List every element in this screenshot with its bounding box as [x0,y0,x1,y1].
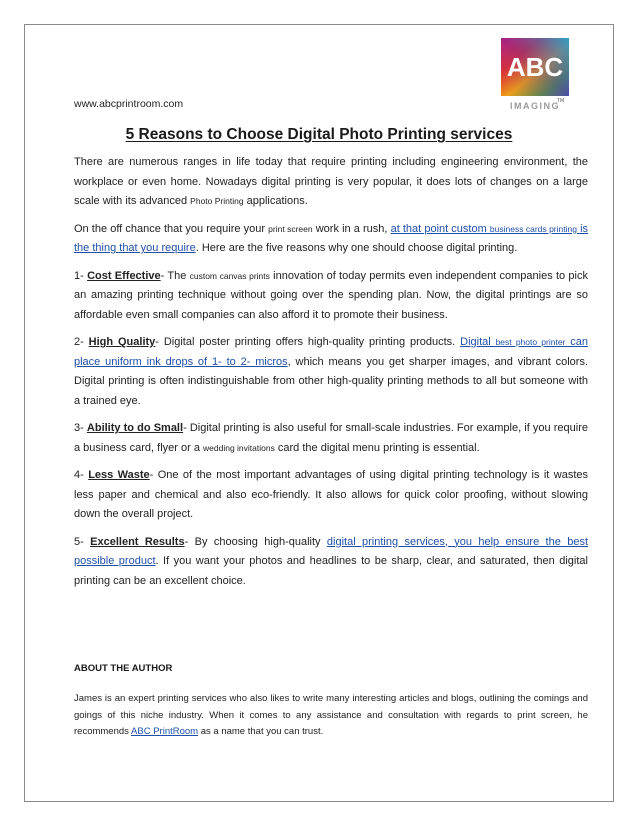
para2-text-1: On the off chance that you require your [74,222,269,235]
reason-1-canvas-prints: custom canvas prints [189,270,270,281]
second-paragraph [74,220,588,259]
reason-2-text-2: , which means you get sharper images, and vibrant colors. Digital printing is often indistinguishable from other high-quality printing methods to all but someone with a trained eye. [74,355,588,407]
reason-3-wedding-invitations: wedding invitations [203,442,275,453]
reason-4-term: Less Waste [88,469,150,481]
reason-3-text-1: - Digital printing is also useful for small-scale industries. For example, if you require a business card, flyer or a [74,422,589,454]
link-part-c: can place uniform ink drops of 1- to 2- micros [74,336,589,368]
abc-printroom-link[interactable]: ABC PrintRoom [131,726,199,737]
reason-1-number: 1- [74,269,88,282]
author-text-2: as a name that you can trust. [198,726,324,737]
abc-imaging-logo [499,36,571,112]
reason-5-number: 5- [74,535,91,548]
intro-paragraph [74,153,588,212]
reason-2-term: High Quality [88,336,156,348]
reason-5-text-2: . If you want your photos and headlines to be sharp, clear, and saturated, then digital printing can be an excellent choice. [74,555,588,587]
link-part-a: Digital [460,336,496,348]
link-part-a: at that point custom [390,222,487,235]
reason-4 [74,466,588,525]
logo-tm: TM [557,98,565,104]
para2-print-screen: print screen [268,223,313,234]
reason-5 [74,533,588,592]
reason-3 [74,419,588,458]
reason-5-term: Excellent Results [90,535,185,548]
reason-1-term: Cost Effective [87,269,161,282]
about-author-text [74,691,588,741]
author-text-1: James is an expert printing services who also likes to write many interesting articles and blogs, outlining the comings and goings of this niche industry. When it comes to any assistance and consultation with regards to print screen, he recommends [74,693,588,737]
reason-5-text-1: - By choosing high-quality [184,535,327,548]
reason-2-number: 2- [74,336,89,348]
para2-text-3: . Here are the five reasons why one should choose digital printing. [195,242,518,254]
reason-1-dash: - The [160,269,190,282]
article-body [74,153,588,599]
reason-2-text-1: - Digital poster printing offers high-quality printing products. [155,336,461,348]
site-url: www.abcprintroom.com [74,98,184,110]
intro-photo-printing: Photo Printing [190,196,244,206]
link-part-b: business cards printing [489,223,577,234]
reason-4-number: 4- [74,469,89,481]
intro-text-2: applications. [243,195,308,207]
reason-4-text: - One of the most important advantages of using digital printing technology is it wastes less paper and chemical and also eco-friendly. It also allows for quick color proofing, without slowing down the overall project. [74,469,588,520]
reason-2 [74,333,588,411]
logo-brand: ABC [506,52,564,82]
reason-3-term: Ability to do Small [86,422,184,434]
page-title: 5 Reasons to Choose Digital Photo Printing services [125,126,513,143]
reason-3-text-2: card the digital menu printing is essential. [274,441,480,454]
about-author-heading: ABOUT THE AUTHOR [74,663,173,674]
logo-sub: IMAGING [510,101,560,111]
reason-3-number: 3- [74,422,87,434]
para2-text-2: work in a rush, [312,222,391,235]
digital-printing-services-link[interactable]: digital printing services, you help ensure the best possible product [74,535,589,567]
intro-text-1: There are numerous ranges in life today that require printing including engineering environment, the workplace or even home. Nowadays digital printing is very popular, it does lots of changes on a large scale with its advanced [74,156,588,207]
reason-1 [74,267,588,326]
document-page [24,24,614,802]
link-part-b: best photo printer [495,337,566,347]
reason-1-text: innovation of today permits even independent companies to pick an amazing printing technique without going over the spending plan. Now, the digital printings are so affordable even small companies can also afford it to promote their business. [74,269,588,321]
link-part-c: is the thing that you require [74,222,589,254]
